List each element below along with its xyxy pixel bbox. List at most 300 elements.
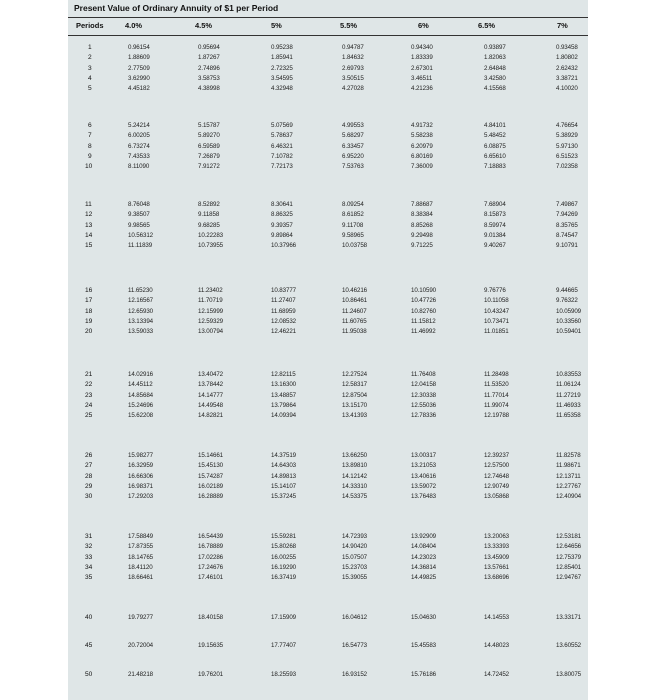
table-cell: 1.80802 [556,54,578,62]
table-cell: 12.78336 [411,412,437,420]
table-cell: 8.09254 [342,201,364,208]
table-cell: 12.57500 [484,462,510,470]
table-cell: 12.55036 [411,401,437,409]
period-label: 2 [88,54,92,62]
period-label: 25 [85,412,93,420]
table-cell: 11.65230 [128,287,153,294]
table-cell: 13.13394 [128,317,154,325]
table-cell: 6.95220 [342,152,364,160]
table-cell: 10.46216 [342,287,368,294]
header-rate-5-5: 5.5% [340,21,358,30]
table-cell: 9.89864 [271,231,293,239]
table-cell: 9.10791 [556,242,578,250]
table-cell: 14.36814 [411,563,437,571]
table-cell: 2.72325 [271,64,293,72]
period-label: 30 [85,493,93,501]
period-label: 40 [85,614,93,621]
table-cell: 12.85401 [556,563,582,571]
table-cell: 11.27407 [271,297,296,305]
table-cell: 13.79864 [271,401,297,409]
table-cell: 10.82760 [411,307,437,315]
table-cell: 14.12142 [342,472,368,480]
table-cell: 9.40267 [484,242,506,250]
table-cell: 11.76408 [411,371,436,378]
period-label: 16 [85,287,93,294]
table-cell: 1.87267 [198,54,220,62]
table-cell: 15.23703 [342,563,368,571]
table-cell: 14.49548 [198,401,224,409]
table-cell: 11.28498 [484,371,509,378]
table-cell: 5.38929 [556,132,578,140]
period-label: 9 [88,152,92,160]
table-cell: 12.53181 [556,533,582,540]
table-cell: 1.83339 [411,54,433,62]
table-cell: 0.94787 [342,44,364,51]
table-cell: 0.94340 [411,44,433,51]
table-cell: 7.49867 [556,201,578,208]
header-rate-5: 5% [271,21,282,30]
table-cell: 13.45909 [484,553,510,561]
table-cell: 12.27524 [342,371,368,378]
header-rate-6: 6% [418,21,429,30]
table-cell: 4.99553 [342,122,364,129]
table-cell: 7.18883 [484,163,506,171]
period-label: 45 [85,642,93,649]
table-cell: 8.61852 [342,211,364,219]
table-cell: 8.86325 [271,211,293,219]
table-cell: 7.72173 [271,163,293,171]
table-cell: 11.06124 [556,381,581,389]
table-cell: 9.11858 [198,211,220,219]
period-label: 19 [85,317,93,325]
table-cell: 21.48218 [128,671,154,678]
table-cell: 12.39237 [484,452,510,459]
table-cell: 14.64303 [271,462,297,470]
period-label: 27 [85,462,93,470]
table-cell: 13.20063 [484,533,510,540]
table-cell: 7.91272 [198,163,220,171]
period-label: 5 [88,85,92,93]
table-cell: 13.15170 [342,401,368,409]
table-cell: 15.74287 [198,472,224,480]
table-cell: 7.10782 [271,152,293,160]
table-cell: 12.30338 [411,391,437,399]
table-cell: 12.74648 [484,472,510,480]
table-cell: 15.39055 [342,574,368,582]
table-cell: 13.41393 [342,412,368,420]
table-cell: 13.05868 [484,493,510,501]
table-cell: 9.39357 [271,221,293,229]
table-cell: 10.03758 [342,242,368,250]
table-cell: 7.43533 [128,152,150,160]
period-label: 26 [85,452,93,459]
table-cell: 15.98277 [128,452,154,459]
table-cell: 13.76483 [411,493,437,501]
table-cell: 7.36009 [411,163,433,171]
table-cell: 13.33171 [556,614,582,621]
header-rate-7: 7% [557,21,568,30]
table-cell: 10.73955 [198,242,224,250]
table-cell: 6.46321 [271,142,293,150]
table-cell: 13.16300 [271,381,297,389]
header-rate-4-5: 4.5% [195,21,213,30]
table-cell: 15.07507 [342,553,368,561]
table-cell: 14.85684 [128,391,154,399]
table-cell: 11.65358 [556,412,581,420]
table-cell: 9.44665 [556,287,578,294]
table-cell: 7.02358 [556,163,578,171]
table-cell: 10.33560 [556,317,582,325]
period-label: 31 [85,533,93,540]
table-cell: 14.72452 [484,671,510,678]
table-cell: 12.90749 [484,482,510,490]
table-cell: 4.27028 [342,85,364,93]
table-cell: 15.76186 [411,671,437,678]
table-cell: 9.58965 [342,231,364,239]
table-cell: 7.53763 [342,163,364,171]
table-cell: 13.80075 [556,671,582,678]
table-cell: 12.64656 [556,543,582,551]
period-label: 35 [85,574,93,582]
period-label: 15 [85,242,93,250]
table-cell: 8.38384 [411,211,433,219]
table-cell: 19.79277 [128,614,154,621]
table-cell: 7.94269 [556,211,578,219]
table-cell: 14.82821 [198,412,224,420]
table-cell: 9.29498 [411,231,433,239]
table-cell: 14.33310 [342,482,368,490]
table-cell: 14.09394 [271,412,297,420]
table-cell: 14.14777 [198,391,224,399]
table-cell: 15.37245 [271,493,297,501]
table-cell: 0.95238 [271,44,293,51]
table-cell: 12.59329 [198,317,224,325]
table-cell: 8.85268 [411,221,433,229]
header-rate-4-0: 4.0% [125,21,143,30]
table-cell: 16.66306 [128,472,154,480]
table-cell: 10.83553 [556,371,582,378]
header-rate-6-5: 6.5% [478,21,496,30]
table-cell: 8.76048 [128,201,150,208]
table-cell: 11.53520 [484,381,509,389]
table-cell: 3.62990 [128,74,150,82]
table-cell: 14.08404 [411,543,437,551]
table-cell: 16.02189 [198,482,224,490]
table-cell: 8.59974 [484,221,506,229]
table-cell: 11.46933 [556,401,581,409]
table-cell: 11.95038 [342,328,367,336]
table-cell: 9.11708 [342,221,364,229]
table-cell: 13.21053 [411,462,437,470]
table-cell: 16.54773 [342,642,368,649]
table-cell: 12.46221 [271,328,297,336]
header-periods: Periods [76,21,104,30]
table-cell: 13.57661 [484,563,510,571]
table-cell: 18.40158 [198,614,224,621]
table-cell: 2.64848 [484,64,506,72]
table-cell: 10.43247 [484,307,510,315]
table-cell: 13.59072 [411,482,437,490]
period-label: 17 [85,297,93,305]
table-cell: 5.78637 [271,132,293,140]
table-cell: 15.62208 [128,412,154,420]
table-cell: 3.38721 [556,74,578,82]
table-cell: 11.68959 [271,307,296,315]
table-cell: 6.08875 [484,142,506,150]
table-cell: 12.65930 [128,307,154,315]
period-label: 32 [85,543,93,551]
table-cell: 4.32948 [271,85,293,93]
table-cell: 12.40904 [556,493,582,501]
table-cell: 10.56312 [128,231,154,239]
table-cell: 12.19788 [484,412,510,420]
table-cell: 5.07569 [271,122,293,129]
period-label: 14 [85,231,93,239]
table-cell: 6.00205 [128,132,150,140]
table-cell: 18.14765 [128,553,154,561]
table-cell: 9.38507 [128,211,150,219]
table-cell: 11.27219 [556,391,581,399]
table-cell: 0.93458 [556,44,578,51]
table-cell: 10.05909 [556,307,582,315]
table-cell: 3.42580 [484,74,506,82]
table-cell: 4.84101 [484,122,506,129]
table-cell: 13.68696 [484,574,510,582]
table-cell: 14.72393 [342,533,368,540]
table-cell: 9.76776 [484,287,506,294]
table-cell: 12.75379 [556,553,582,561]
table-cell: 7.88687 [411,201,433,208]
table-cell: 14.90420 [342,543,368,551]
table-cell: 18.66461 [128,574,154,582]
table-cell: 8.15873 [484,211,506,219]
table-cell: 18.41120 [128,563,153,571]
table-cell: 17.77407 [271,642,297,649]
table-cell: 0.96154 [128,44,150,51]
table-cell: 14.02916 [128,371,154,378]
table-cell: 13.48857 [271,391,297,399]
table-cell: 12.87504 [342,391,368,399]
table-cell: 12.94767 [556,574,582,582]
table-cell: 16.78889 [198,543,224,551]
table-cell: 1.84632 [342,54,364,62]
table-cell: 16.37419 [271,574,297,582]
table-cell: 15.04630 [411,614,437,621]
table-cell: 10.11058 [484,297,509,305]
table-cell: 11.23402 [198,287,223,294]
table-cell: 13.78442 [198,381,224,389]
table-cell: 11.15812 [411,317,436,325]
table-cell: 6.65610 [484,152,506,160]
table-cell: 7.68904 [484,201,506,208]
table-cell: 9.01384 [484,231,506,239]
table-cell: 4.10020 [556,85,578,93]
table-cell: 10.83777 [271,287,297,294]
table-cell: 11.82578 [556,452,581,459]
table-cell: 16.00255 [271,553,297,561]
table-cell: 13.33393 [484,543,510,551]
table-cell: 13.60552 [556,642,582,649]
table-cell: 10.47726 [411,297,437,305]
period-label: 10 [85,163,93,171]
table-cell: 10.86461 [342,297,368,305]
table-title: Present Value of Ordinary Annuity of $1 per Period [74,3,279,13]
table-cell: 4.21236 [411,85,433,93]
table-cell: 14.89813 [271,472,297,480]
table-cell: 3.50515 [342,74,364,82]
period-label: 1 [88,44,92,51]
table-cell: 11.46992 [411,328,436,336]
period-label: 13 [85,221,93,229]
table-cell: 0.93897 [484,44,506,51]
table-cell: 17.24676 [198,563,224,571]
table-cell: 9.68285 [198,221,220,229]
table-cell: 13.00794 [198,328,224,336]
table-cell: 11.01851 [484,328,509,336]
table-cell: 15.80268 [271,543,297,551]
table-cell: 14.37519 [271,452,297,459]
table-cell: 12.82115 [271,371,296,378]
table-cell: 19.15635 [198,642,224,649]
table-cell: 8.11090 [128,163,150,171]
table-cell: 4.45182 [128,85,150,93]
table-cell: 6.73274 [128,142,150,150]
table-cell: 4.15568 [484,85,506,93]
table-cell: 20.72004 [128,642,154,649]
table-cell: 8.30641 [271,201,293,208]
table-cell: 5.15787 [198,122,220,129]
table-cell: 14.48023 [484,642,510,649]
table-cell: 13.40616 [411,472,437,480]
table-cell: 18.25593 [271,671,297,678]
table-cell: 12.04158 [411,381,437,389]
table-cell: 12.08532 [271,317,297,325]
table-cell: 11.70719 [198,297,223,305]
period-label: 11 [85,201,92,208]
table-cell: 11.98671 [556,462,581,470]
table-cell: 17.15909 [271,614,297,621]
table-cell: 17.02286 [198,553,224,561]
period-label: 33 [85,553,93,561]
table-cell: 11.11839 [128,242,153,250]
table-cell: 13.40472 [198,371,224,378]
table-cell: 10.73471 [484,317,510,325]
table-cell: 9.98565 [128,221,150,229]
table-cell: 5.89270 [198,132,220,140]
table-cell: 11.99074 [484,401,509,409]
table-cell: 14.49825 [411,574,437,582]
table-cell: 15.14107 [271,482,297,490]
period-label: 12 [85,211,93,219]
table-cell: 4.91732 [411,122,433,129]
table-cell: 13.59033 [128,328,154,336]
period-label: 6 [88,122,92,129]
table-cell: 16.54439 [198,533,224,540]
table-cell: 10.37966 [271,242,297,250]
table-cell: 12.58317 [342,381,368,389]
table-cell: 13.89810 [342,462,368,470]
period-label: 20 [85,328,93,336]
table-cell: 0.95694 [198,44,220,51]
table-cell: 1.82063 [484,54,506,62]
table-cell: 16.93152 [342,671,368,678]
table-cell: 3.58753 [198,74,220,82]
table-cell: 2.67301 [411,64,433,72]
period-label: 29 [85,482,93,490]
table-cell: 17.87355 [128,543,154,551]
table-cell: 15.45130 [198,462,224,470]
table-cell: 15.14661 [198,452,224,459]
period-label: 8 [88,142,92,150]
period-label: 50 [85,671,93,678]
table-cell: 2.74896 [198,64,220,72]
period-label: 22 [85,381,93,389]
period-label: 23 [85,391,93,399]
table-cell: 17.58849 [128,533,154,540]
table-cell: 1.85941 [271,54,293,62]
table-cell: 14.53375 [342,493,368,501]
table-cell: 1.88609 [128,54,150,62]
table-cell: 10.59401 [556,328,582,336]
period-label: 3 [88,64,92,72]
table-cell: 12.27767 [556,482,582,490]
table-cell: 17.46101 [198,574,224,582]
table-cell: 15.45583 [411,642,437,649]
period-label: 34 [85,563,93,571]
table-cell: 16.98371 [128,482,154,490]
table-cell: 17.29203 [128,493,154,501]
table-cell: 6.80169 [411,152,433,160]
period-label: 4 [88,74,92,82]
table-cell: 13.00317 [411,452,437,459]
table-cell: 16.19290 [271,563,297,571]
period-label: 7 [88,132,92,140]
table-cell: 2.77509 [128,64,150,72]
table-cell: 6.51523 [556,152,578,160]
table-cell: 15.59281 [271,533,297,540]
table-cell: 9.71225 [411,242,433,250]
table-cell: 10.22283 [198,231,224,239]
table-cell: 11.24607 [342,307,367,315]
table-cell: 4.76654 [556,122,578,129]
table-cell: 15.24696 [128,401,154,409]
table-cell: 16.04612 [342,614,368,621]
table-cell: 11.77014 [484,391,509,399]
table-cell: 8.74547 [556,231,578,239]
table-cell: 13.66250 [342,452,368,459]
table-cell: 5.48452 [484,132,506,140]
period-label: 21 [85,371,93,378]
table-cell: 5.97130 [556,142,578,150]
table-cell: 10.10590 [411,287,437,294]
period-label: 18 [85,307,93,315]
table-cell: 3.54595 [271,74,293,82]
table-cell: 7.26879 [198,152,220,160]
table-cell: 5.68297 [342,132,364,140]
table-body [68,34,588,700]
table-cell: 2.62432 [556,64,578,72]
table-cell: 6.59589 [198,142,220,150]
table-cell: 19.76201 [198,671,224,678]
table-cell: 16.28889 [198,493,224,501]
table-cell: 4.38998 [198,85,220,93]
table-cell: 13.92909 [411,533,437,540]
table-cell: 16.32959 [128,462,154,470]
table-cell: 6.33457 [342,142,364,150]
table-cell: 6.20979 [411,142,433,150]
table-cell: 9.76322 [556,297,578,305]
table-cell: 11.60765 [342,317,367,325]
